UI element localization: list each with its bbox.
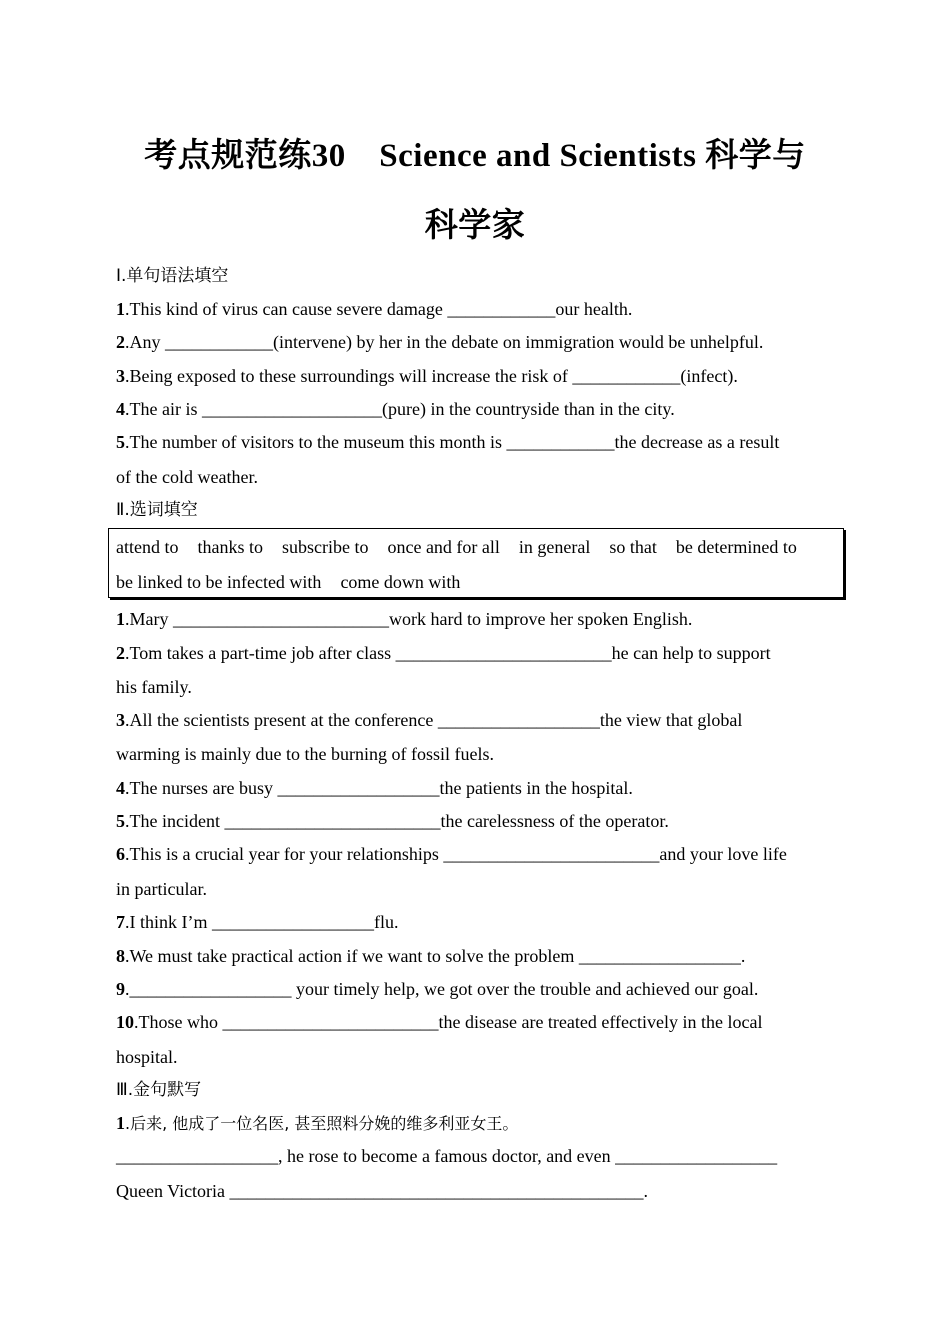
section-2-heading: Ⅱ.选词填空: [116, 500, 198, 520]
word-bank-phrase: be determined to: [675, 537, 797, 557]
question-line: 3.All the scientists present at the conference __________________the view that global: [116, 710, 743, 730]
word-bank-row: [116, 570, 479, 594]
question-line: 9.__________________ your timely help, we got over the trouble and achieved our goal.: [116, 979, 759, 999]
word-bank-phrase: thanks to: [197, 537, 263, 557]
document-title-continued: 科学家: [424, 208, 526, 244]
question-line: 1.Mary ________________________work hard to improve her spoken English.: [116, 609, 693, 629]
question-line: 5.The incident ________________________the carelessness of the operator.: [116, 811, 669, 831]
section-1-heading: Ⅰ.单句语法填空: [116, 266, 229, 286]
word-bank-phrase: once and for all: [387, 537, 500, 557]
word-bank-phrase: subscribe to: [281, 537, 369, 557]
question-line: 1.后来, 他成了一位名医, 甚至照料分娩的维多利亚女王。: [116, 1113, 519, 1133]
question-line: 8.We must take practical action if we want to solve the problem __________________.: [116, 946, 746, 966]
question-line: 3.Being exposed to these surroundings will increase the risk of ____________(infect).: [116, 366, 738, 386]
word-bank-row: [116, 535, 797, 559]
section-3-heading: Ⅲ.金句默写: [116, 1080, 202, 1100]
question-line: 10.Those who ________________________the disease are treated effectively in the local: [116, 1012, 763, 1032]
question-line-continued: in particular.: [116, 879, 207, 899]
word-bank-phrase: so that: [609, 537, 657, 557]
word-bank-phrase: attend to: [116, 537, 179, 557]
question-line: 7.I think I’m __________________flu.: [116, 912, 399, 932]
question-line-continued: of the cold weather.: [116, 467, 258, 487]
question-line: 4.The air is ____________________(pure) in the countryside than in the city.: [116, 399, 675, 419]
answer-line: Queen Victoria ______________________________________________.: [116, 1181, 649, 1201]
word-bank-phrase: in general: [518, 537, 591, 557]
question-line-continued: warming is mainly due to the burning of fossil fuels.: [116, 744, 494, 764]
question-line: 1.This kind of virus can cause severe damage ____________our health.: [116, 299, 633, 319]
word-bank-box: [108, 528, 844, 598]
question-line: 2.Tom takes a part-time job after class ________________________he can help to support: [116, 643, 771, 663]
question-line: 5.The number of visitors to the museum this month is ____________the decrease as a result: [116, 432, 780, 452]
word-bank-phrase: be linked to be infected with: [116, 572, 322, 592]
question-line: 6.This is a crucial year for your relationships ________________________and your love life: [116, 844, 787, 864]
word-bank-phrase: come down with: [340, 572, 461, 592]
question-line: 2.Any ____________(intervene) by her in the debate on immigration would be unhelpful.: [116, 332, 764, 352]
answer-line: __________________, he rose to become a famous doctor, and even __________________: [116, 1146, 778, 1166]
question-line-continued: his family.: [116, 677, 192, 697]
document-title: 考点规范练30 Science and Scientists 科学与: [144, 138, 806, 174]
question-line-continued: hospital.: [116, 1047, 178, 1067]
question-line: 4.The nurses are busy __________________the patients in the hospital.: [116, 778, 633, 798]
